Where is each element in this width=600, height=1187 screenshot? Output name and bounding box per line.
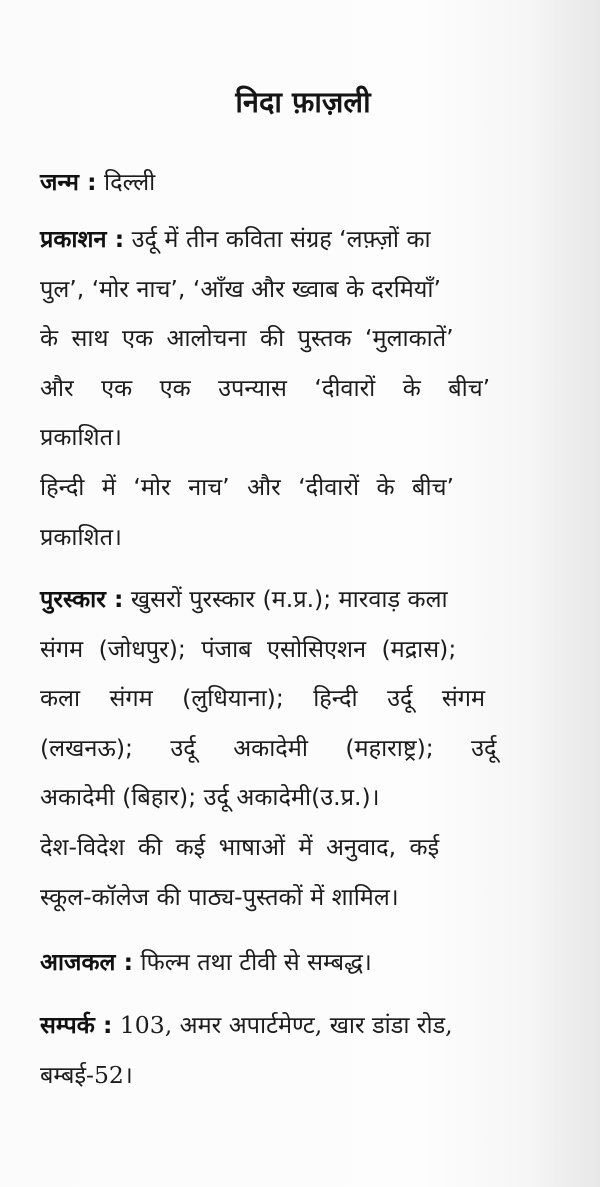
publications-section [40, 215, 566, 562]
awards-section [40, 575, 566, 922]
translation-line-2: स्कूल-कॉलेज की पाठ्य-पुस्तकों में शामिल। [40, 882, 399, 911]
contact-section [40, 1001, 566, 1100]
awards-line-2: संगम (जोधपुर); पंजाब एसोसिएशन (मद्रास); [40, 634, 457, 663]
publications-line-4: और एक एक उपन्यास ‘दीवारों के बीच’ [40, 373, 491, 402]
birth-label: जन्म : [40, 168, 97, 196]
contact-city: बम्बई-52। [40, 1060, 133, 1089]
translation-line-1: देश-विदेश की कई भाषाओं में अनुवाद, कई [40, 832, 440, 861]
current-label: आजकल : [40, 948, 134, 976]
author-name-heading: निदा फ़ाज़ली [235, 85, 371, 119]
birth-section [40, 158, 566, 208]
awards-line-3: कला संगम (लुधियाना); हिन्दी उर्दू संगम [40, 684, 486, 713]
publications-text: उर्दू में तीन कविता संग्रह ‘लफ़्ज़ों का [131, 225, 431, 253]
publications-line-2: पुल’, ‘मोर नाच’, ‘आँख और ख्वाब के दरमियाँ’ [40, 274, 441, 303]
publications-hindi-line-1: हिन्दी में ‘मोर नाच’ और ‘दीवारों के बीच’ [40, 472, 454, 501]
awards-label: पुरस्कार : [40, 585, 124, 613]
awards-text: खुसरों पुरस्कार (म.प्र.); मारवाड़ कला [130, 585, 448, 613]
contact-label: सम्पर्क : [40, 1011, 113, 1039]
birth-value: दिल्ली [104, 168, 156, 196]
publications-line-5: प्रकाशित। [40, 423, 122, 452]
publications-line-3: के साथ एक आलोचना की पुस्तक ‘मुलाकातें’ [40, 324, 454, 353]
publications-label: प्रकाशन : [40, 225, 125, 253]
current-value: फिल्म तथा टीवी से सम्बद्ध। [140, 948, 372, 976]
publications-hindi-line-2: प्रकाशित। [40, 522, 122, 551]
current-section [40, 938, 566, 988]
contact-address: 103, अमर अपार्टमेण्ट, खार डांडा रोड, [119, 1011, 453, 1039]
awards-line-1 [40, 575, 566, 625]
publications-line-1 [40, 215, 566, 265]
awards-line-5: अकादेमी (बिहार); उर्दू अकादेमी(उ.प्र.)। [40, 783, 380, 812]
awards-line-4: (लखनऊ); उर्दू अकादेमी (महाराष्ट्र); उर्दू [40, 733, 497, 762]
